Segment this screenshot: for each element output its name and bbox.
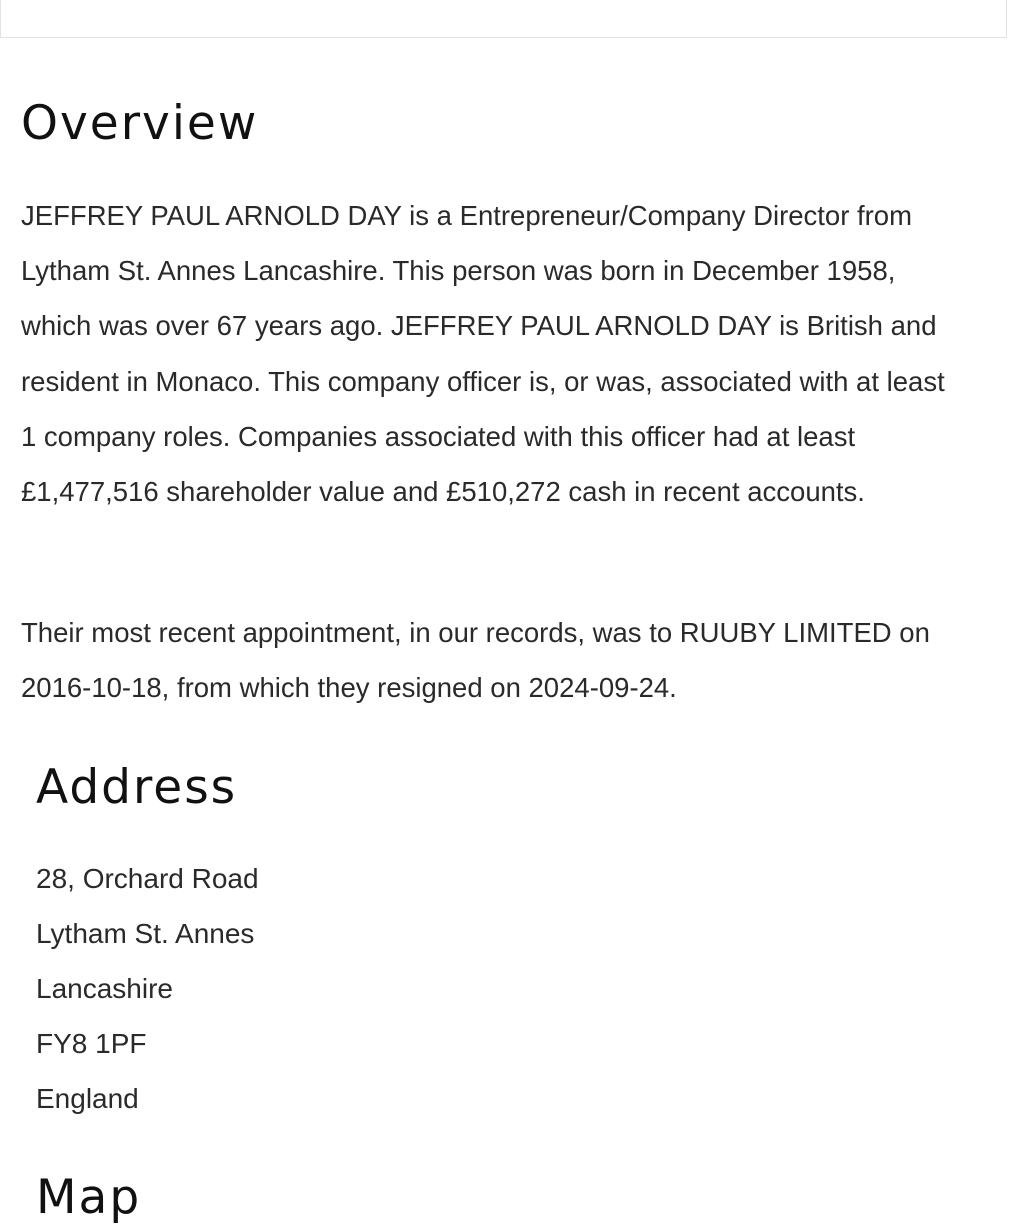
top-card bbox=[0, 0, 1007, 38]
address-postcode: FY8 1PF bbox=[36, 1028, 147, 1059]
overview-paragraph: JEFFREY PAUL ARNOLD DAY is a Entrepreneur/Company Director from Lytham St. Annes Lancashire. This person was born in December 1958, which was over 67 years ago. JEFFREY PAUL ARNOLD DAY is British and resident in Monaco. This company officer is, or was, associated with at least 1 company roles. Companies associated with this officer had at least £1,477,516 shareholder value and £510,272 cash in recent accounts. bbox=[21, 200, 945, 508]
recent-appointment-paragraph: Their most recent appointment, in our records, was to RUUBY LIMITED on 2016-10-18, from which they resigned on 2024-09-24. bbox=[21, 617, 930, 704]
address-street: 28, Orchard Road bbox=[36, 863, 259, 894]
map-heading: Map bbox=[36, 1170, 142, 1225]
address-town: Lytham St. Annes bbox=[36, 918, 255, 949]
address-county: Lancashire bbox=[36, 973, 173, 1004]
address-country: England bbox=[36, 1083, 139, 1114]
address-heading: Address bbox=[36, 760, 238, 815]
address-list bbox=[36, 851, 259, 1126]
overview-heading: Overview bbox=[21, 96, 259, 151]
